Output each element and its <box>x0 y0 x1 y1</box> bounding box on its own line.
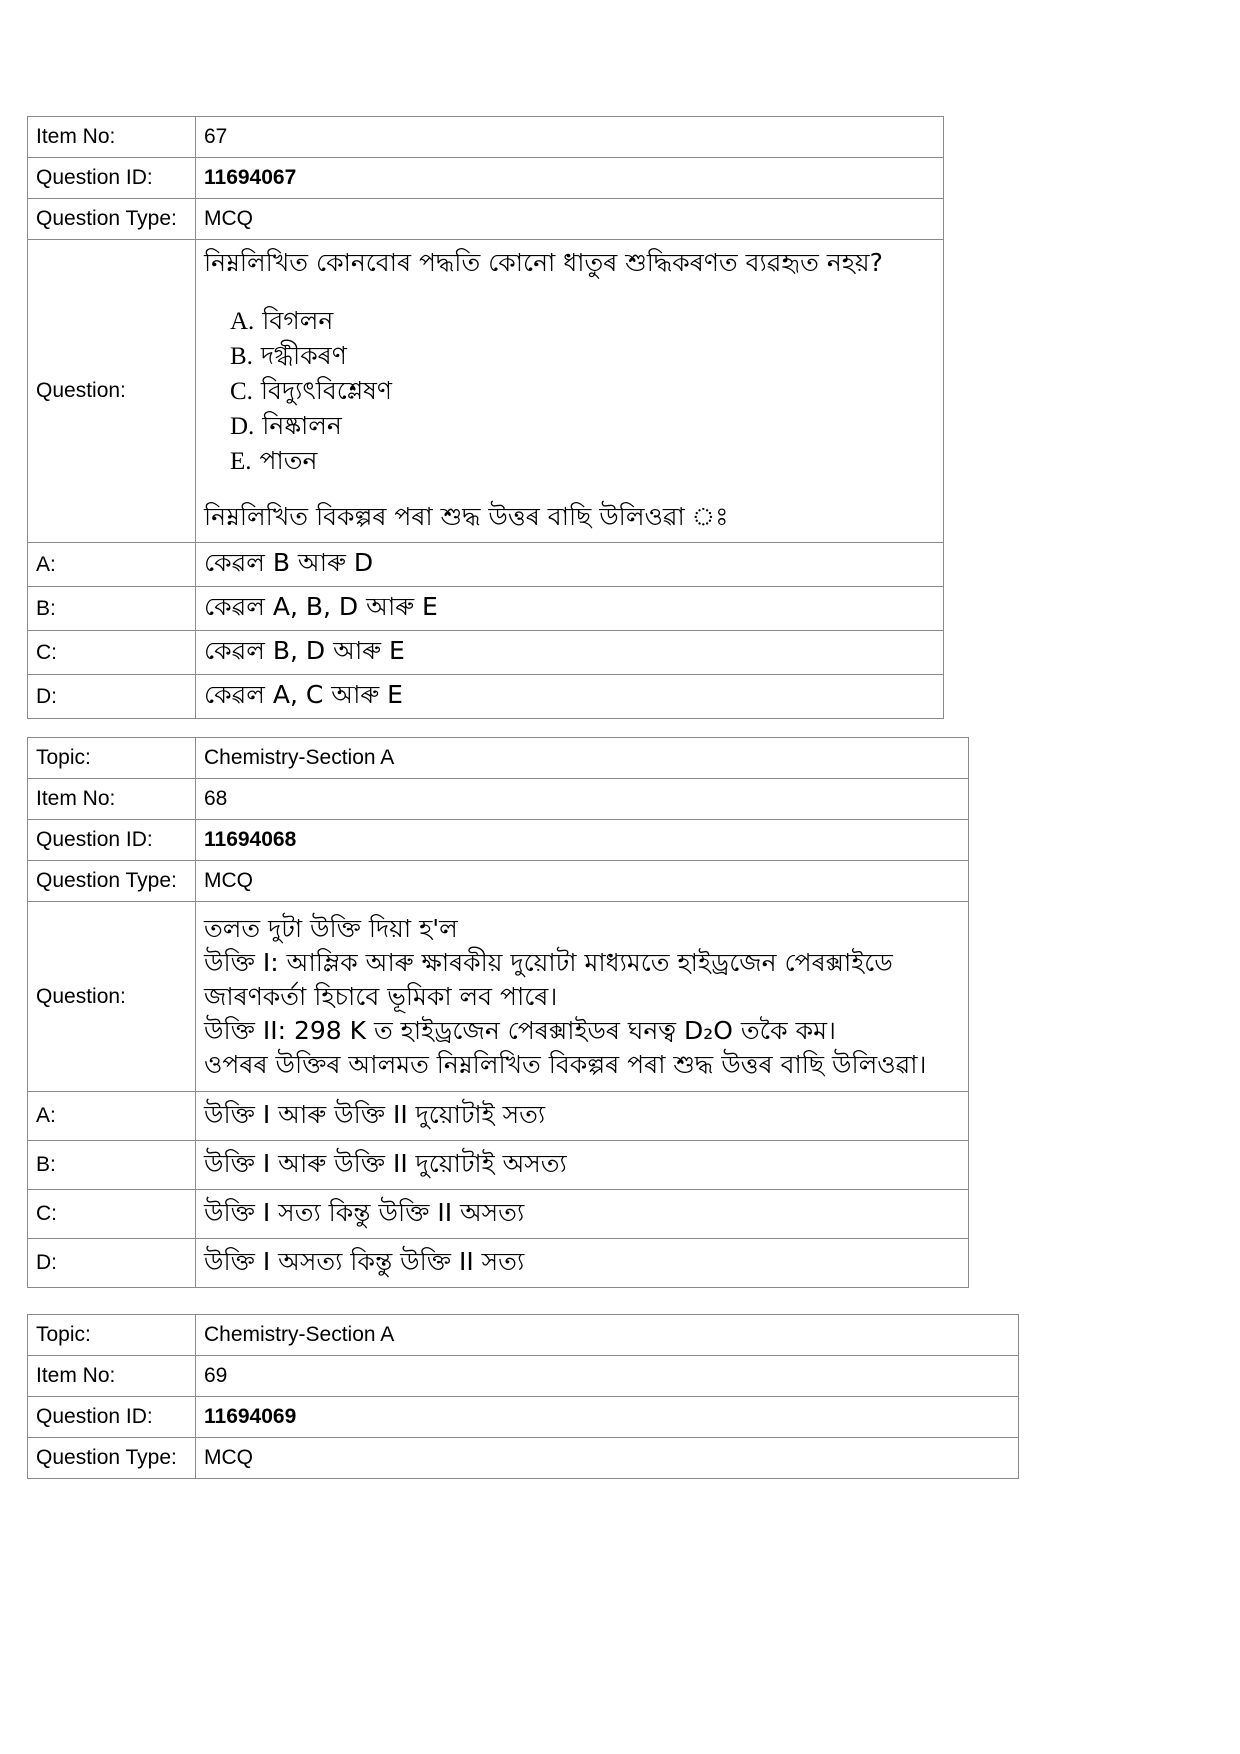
answer-label: D: <box>28 675 196 719</box>
sub-option-list <box>230 304 935 479</box>
item-no-label: Item No: <box>28 117 196 158</box>
answer-option-b[interactable]: উক্তি I আৰু উক্তি II দুয়োটাই অসত্য <box>196 1141 969 1190</box>
sub-option: D. নিষ্কালন <box>230 410 342 440</box>
question-type-label: Question Type: <box>28 1438 196 1479</box>
statement-line: জাৰণকৰ্তা হিচাবে ভূমিকা লব পাৰে। <box>204 981 558 1011</box>
item-no-label: Item No: <box>28 1356 196 1397</box>
answer-option-b[interactable]: কেৱল A, B, D আৰু E <box>196 587 944 631</box>
question-text: নিম্নলিখিত কোনবোৰ পদ্ধতি কোনো ধাতুৰ শুদ্ধিকৰণত ব্যৱহৃত নহয়? <box>204 247 883 277</box>
answer-label: A: <box>28 1092 196 1141</box>
sub-option: E. পাতন <box>230 445 318 475</box>
sub-option: C. বিদ্যুৎবিশ্লেষণ <box>230 375 393 405</box>
answer-label: A: <box>28 543 196 587</box>
item-no-value: 68 <box>196 779 969 820</box>
item-no-value: 67 <box>196 117 944 158</box>
question-id-value: 11694067 <box>196 158 944 199</box>
topic-value: Chemistry-Section A <box>196 1315 1019 1356</box>
question-type-value: MCQ <box>196 1438 1019 1479</box>
item-no-value: 69 <box>196 1356 1019 1397</box>
answer-label: C: <box>28 631 196 675</box>
answer-option-c[interactable]: কেৱল B, D আৰু E <box>196 631 944 675</box>
answer-option-d[interactable]: উক্তি I অসত্য কিন্তু উক্তি II সত্য <box>196 1239 969 1288</box>
question-type-label: Question Type: <box>28 861 196 902</box>
statement-line: উক্তি I: আম্লিক আৰু ক্ষাৰকীয় দুয়োটা মাধ্যমতে হাইড্ৰজেন পেৰক্সাইডে <box>204 947 893 977</box>
question-67-table <box>27 116 944 719</box>
question-label: Question: <box>28 902 196 1092</box>
item-no-label: Item No: <box>28 779 196 820</box>
answer-label: B: <box>28 1141 196 1190</box>
answer-label: D: <box>28 1239 196 1288</box>
topic-label: Topic: <box>28 1315 196 1356</box>
question-id-label: Question ID: <box>28 820 196 861</box>
answer-label: B: <box>28 587 196 631</box>
question-id-label: Question ID: <box>28 158 196 199</box>
question-69-table <box>27 1314 1019 1479</box>
question-id-label: Question ID: <box>28 1397 196 1438</box>
sub-option: A. বিগলন <box>230 305 334 335</box>
question-type-value: MCQ <box>196 861 969 902</box>
answer-option-a[interactable]: উক্তি I আৰু উক্তি II দুয়োটাই সত্য <box>196 1092 969 1141</box>
question-68-table <box>27 737 969 1288</box>
answer-option-c[interactable]: উক্তি I সত্য কিন্তু উক্তি II অসত্য <box>196 1190 969 1239</box>
question-body <box>196 902 969 1092</box>
question-type-label: Question Type: <box>28 199 196 240</box>
answer-label: C: <box>28 1190 196 1239</box>
question-id-value: 11694069 <box>196 1397 1019 1438</box>
statement-line: উক্তি II: 298 K ত হাইড্ৰজেন পেৰক্সাইডৰ ঘনত্ব D₂O তকৈ কম। <box>204 1015 836 1045</box>
answer-option-d[interactable]: কেৱল A, C আৰু E <box>196 675 944 719</box>
statement-line: ওপৰৰ উক্তিৰ আলমত নিম্নলিখিত বিকল্পৰ পৰা শুদ্ধ উত্তৰ বাছি উলিওৱা। <box>204 1049 927 1079</box>
question-body <box>196 240 944 543</box>
statement-line: তলত দুটা উক্তি দিয়া হ'ল <box>204 913 458 943</box>
question-id-value: 11694068 <box>196 820 969 861</box>
topic-label: Topic: <box>28 738 196 779</box>
sub-option: B. দগ্ধীকৰণ <box>230 340 347 370</box>
answer-option-a[interactable]: কেৱল B আৰু D <box>196 543 944 587</box>
topic-value: Chemistry-Section A <box>196 738 969 779</box>
instruction-text: নিম্নলিখিত বিকল্পৰ পৰা শুদ্ধ উত্তৰ বাছি উলিওৱা ঃ <box>204 501 729 531</box>
question-type-value: MCQ <box>196 199 944 240</box>
question-label: Question: <box>28 240 196 543</box>
